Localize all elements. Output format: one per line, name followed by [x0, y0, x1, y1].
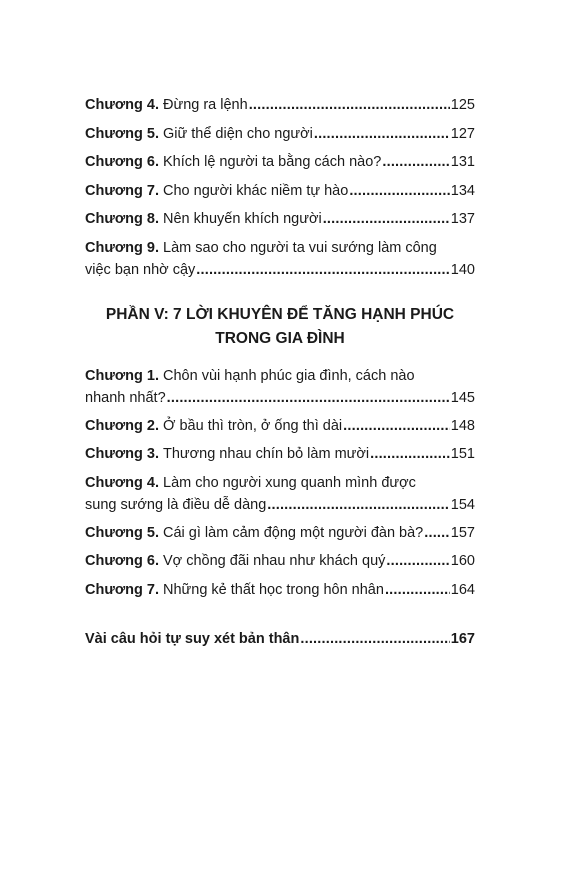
toc-entry: [85, 208, 475, 230]
page-number: 157: [450, 524, 475, 541]
chapter-number: Chương 5.: [85, 524, 159, 541]
chapter-number: Chương 9.: [85, 239, 159, 256]
dot-leader: [300, 628, 449, 650]
toc-entry: [85, 151, 475, 173]
page-number: 145: [450, 389, 475, 406]
dot-leader: [370, 443, 450, 465]
chapter-title: Ở bầu thì tròn, ở ống thì dài: [163, 417, 343, 434]
chapter-number: Chương 1.: [85, 367, 159, 384]
toc-entry: [85, 415, 475, 437]
page-number: 151: [450, 446, 475, 462]
toc-entry: [85, 472, 475, 516]
section-heading-line1: PHẦN V: 7 LỜI KHUYÊN ĐỂ TĂNG HẠNH PHÚC: [105, 305, 455, 323]
page-number: 127: [450, 125, 475, 142]
page-number: 160: [450, 553, 475, 569]
chapter-title: Nên khuyến khích người: [163, 211, 322, 227]
toc-entry-closing: [85, 628, 475, 650]
chapter-number: Chương 7.: [85, 182, 159, 199]
table-of-contents: [85, 94, 475, 656]
dot-leader: [249, 94, 450, 116]
dot-leader: [349, 180, 449, 202]
chapter-title-line1: Làm sao cho người ta vui sướng làm công: [163, 239, 437, 256]
chapter-title: Những kẻ thất học trong hôn nhân: [163, 581, 384, 598]
chapter-number: Chương 3.: [85, 446, 159, 462]
page-number: 125: [450, 97, 475, 113]
dot-leader: [382, 151, 449, 173]
chapter-title-line2: nhanh nhất?: [85, 389, 166, 406]
chapter-title: Thương nhau chín bỏ làm mười: [163, 446, 370, 462]
page-number: 137: [450, 211, 475, 227]
toc-entry: [85, 237, 475, 281]
dot-leader: [385, 579, 450, 601]
chapter-title: Cho người khác niềm tự hào: [163, 182, 349, 199]
page-number: 131: [450, 154, 475, 170]
page-number: 164: [450, 581, 475, 598]
toc-entry: [85, 579, 475, 601]
toc-entry: [85, 550, 475, 572]
chapter-number: Chương 6.: [85, 154, 159, 170]
section-heading: [85, 303, 475, 351]
dot-leader: [323, 208, 450, 230]
chapter-title: Đừng ra lệnh: [163, 97, 248, 113]
chapter-title-line2: sung sướng là điều dễ dàng: [85, 496, 267, 513]
dot-leader: [424, 522, 450, 544]
page-number: 154: [450, 496, 475, 513]
page-number: 167: [450, 630, 475, 647]
chapter-number: Chương 4.: [85, 474, 159, 491]
chapter-number: Chương 7.: [85, 581, 159, 598]
chapter-number: Chương 5.: [85, 125, 159, 142]
toc-entry: [85, 365, 475, 409]
dot-leader: [167, 387, 450, 409]
chapter-number: Chương 4.: [85, 97, 159, 113]
dot-leader: [267, 494, 450, 516]
page-number: 134: [450, 182, 475, 199]
chapter-number: Chương 6.: [85, 553, 159, 569]
toc-entry: [85, 522, 475, 544]
closing-title: Vài câu hỏi tự suy xét bản thân: [85, 630, 300, 647]
chapter-title: Giữ thể diện cho người: [163, 125, 313, 142]
chapter-title: Cái gì làm cảm động một người đàn bà?: [163, 524, 424, 541]
chapter-number: Chương 8.: [85, 211, 159, 227]
toc-entry: [85, 94, 475, 116]
section-heading-line2: TRONG GIA ĐÌNH: [215, 329, 345, 347]
dot-leader: [314, 123, 450, 145]
toc-entry: [85, 443, 475, 465]
dot-leader: [386, 550, 449, 572]
chapter-number: Chương 2.: [85, 417, 159, 434]
chapter-title-line2: việc bạn nhờ cậy: [85, 261, 196, 278]
chapter-title: Vợ chồng đãi nhau như khách quý: [163, 553, 386, 569]
dot-leader: [343, 415, 450, 437]
toc-entry: [85, 123, 475, 145]
toc-entry: [85, 180, 475, 202]
chapter-title-line1: Chôn vùi hạnh phúc gia đình, cách nào: [163, 367, 415, 384]
chapter-title-line1: Làm cho người xung quanh mình được: [163, 474, 416, 491]
page-number: 140: [450, 261, 475, 278]
page-number: 148: [450, 417, 475, 434]
chapter-title: Khích lệ người ta bằng cách nào?: [163, 154, 382, 170]
dot-leader: [196, 259, 450, 281]
